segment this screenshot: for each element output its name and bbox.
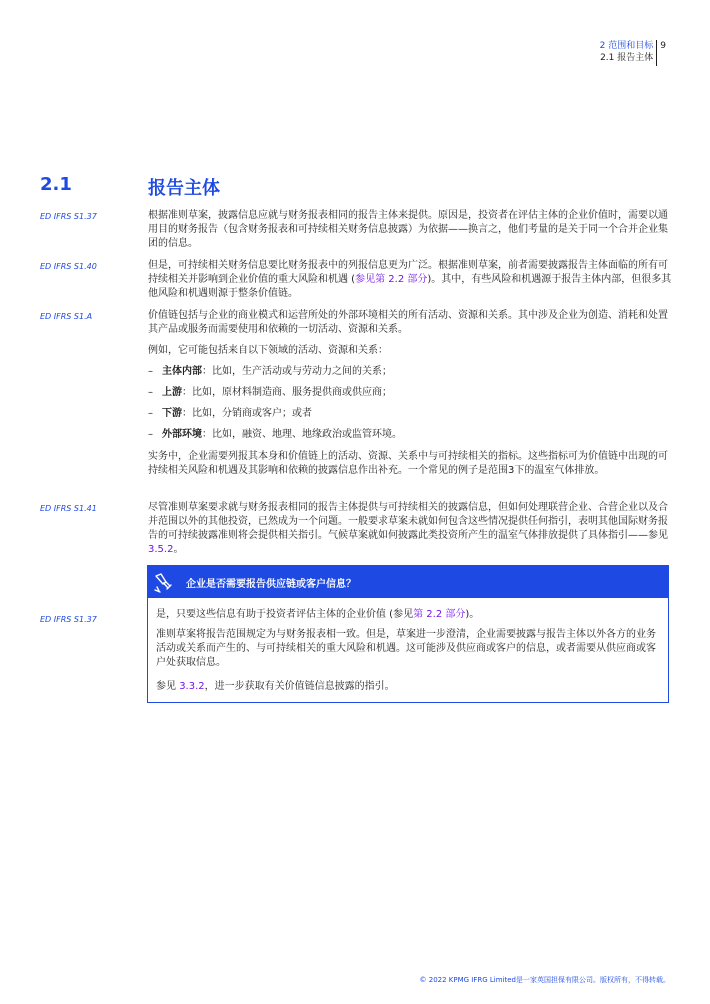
paragraph-metrics: 实务中，企业需要列报其本身和价值链上的活动、资源、关系中与可持续相关的指标。这些指标可为价值链中出现的可持续相关风险和机遇及其影响和依赖的披露信息作出补充。一个常见的例子是范围3下的温室气体排放。 <box>148 451 668 476</box>
bullet-dash: – <box>148 429 153 440</box>
margin-reference: ED IFRS S1.37 <box>40 615 97 624</box>
text: )。其中，有些风险和机遇源于报告主体内部，但很多其他风险和机遇则源于整条价值链。 <box>148 274 672 299</box>
margin-reference: ED IFRS S1.A <box>40 312 93 321</box>
flashlight-icon-svg <box>153 571 175 593</box>
breadcrumb-section[interactable]: 2 范围和目标 <box>599 41 654 51</box>
callout-title: 企业是否需要报告供应链或客户信息？ <box>186 578 356 590</box>
copyright-footer: © 2022 KPMG IFRG Limited是一家英国担保有限公司。版权所有，不得转载。 <box>419 976 670 984</box>
paragraph-value-chain-definition: 价值链包括与企业的商业模式和运营所处的外部环境相关的所有活动、资源和关系。其中涉及企业为创造、消耗和处置其产品或服务而需要使用和依赖的一切活动、资源和关系。 <box>148 310 668 335</box>
paragraph-value-chain-risks <box>148 259 672 301</box>
text: 是，只要这些信息有助于投资者评估主体的企业价值 (参见 <box>156 609 414 620</box>
callout-answer-3 <box>156 680 660 694</box>
text: )。 <box>465 609 480 620</box>
text: ，进一步获取有关价值链信息披露的指引。 <box>204 681 395 692</box>
breadcrumb <box>600 40 654 64</box>
bullet-dash: – <box>148 387 153 398</box>
list-item <box>148 407 672 421</box>
list-item <box>148 428 672 442</box>
paragraph-associates-jv <box>148 501 672 557</box>
bullet-dash: – <box>148 408 153 419</box>
link-section-3-5-2[interactable]: 3.5.2 <box>148 544 174 555</box>
link-section-3-3-2[interactable]: 3.3.2 <box>179 681 205 692</box>
bullet-text: ：比如，原材料制造商、服务提供商或供应商； <box>182 387 392 398</box>
bullet-text: ：比如，生产活动或与劳动力之间的关系； <box>202 366 392 377</box>
text: 但是，可持续相关财务信息要比财务报表中的列报信息更为广泛。根据准则草案，前者需要披露报告主体面临的所有可持续相关并影响到企业价值的重大风险和机遇 ( <box>148 260 668 285</box>
text: 。 <box>173 544 184 555</box>
list-item <box>148 365 672 379</box>
bullet-term: 上游 <box>162 387 182 398</box>
text: 尽管准则草案要求就与财务报表相同的报告主体提供与可持续相关的披露信息，但如何处理联营企业、合营企业以及合并范围以外的其他投资，已然成为一个问题。一般要求草案未就如何包含这些情况提供任何指引，表明其他国际财务报告的可持续披露准则将会提供相关指引。气候草案就如何披露此类投资所产生的温室气体排放提供了具体指引——参见 <box>148 502 668 541</box>
breadcrumb-subsection[interactable]: 2.1 报告主体 <box>600 53 654 63</box>
callout-answer-2: 准则草案将报告范围规定为与财务报表相一致。但是，草案进一步澄清，企业需要披露与报告主体以外各方的业务活动或关系而产生的、与可持续相关的重大风险和机遇。这可能涉及供应商或客户的信息，或者需要从供应商或客户处获取信息。 <box>156 629 656 668</box>
page-number: 9 <box>656 40 666 66</box>
qa-callout <box>147 565 669 703</box>
callout-header <box>148 566 668 598</box>
page-title: 报告主体 <box>148 178 220 199</box>
paragraph-examples-intro: 例如，它可能包括来自以下领域的活动、资源和关系： <box>148 345 388 356</box>
list-item <box>148 386 672 400</box>
bullet-term: 外部环境 <box>162 429 202 440</box>
section-heading <box>40 174 670 200</box>
bullet-text: ：比如，分销商或客户；或者 <box>182 408 312 419</box>
text: 参见 <box>156 681 180 692</box>
flashlight-icon <box>148 566 180 598</box>
paragraph-reporting-entity: 根据准则草案，披露信息应就与财务报表相同的报告主体来提供。原因是，投资者在评估主体的企业价值时，需要以通用目的财务报告（包含财务报表和可持续相关财务信息披露）为依据——换言之，他们考量的是关于同一个合并企业集团的信息。 <box>148 210 668 249</box>
bullet-text: ：比如，融资、地理、地缘政治或监管环境。 <box>202 429 402 440</box>
bullet-dash: – <box>148 366 153 377</box>
section-number: 2.1 <box>40 174 72 195</box>
bullet-term: 下游 <box>162 408 182 419</box>
link-section-2-2[interactable]: 参见第 2.2 部分 <box>355 274 428 285</box>
bullet-term: 主体内部 <box>162 366 202 377</box>
margin-reference: ED IFRS S1.37 <box>40 212 97 221</box>
link-section-2-2[interactable]: 第 2.2 部分 <box>413 609 466 620</box>
running-head <box>600 40 666 66</box>
margin-reference: ED IFRS S1.41 <box>40 504 97 513</box>
margin-reference: ED IFRS S1.40 <box>40 262 97 271</box>
callout-answer-1 <box>156 608 660 622</box>
